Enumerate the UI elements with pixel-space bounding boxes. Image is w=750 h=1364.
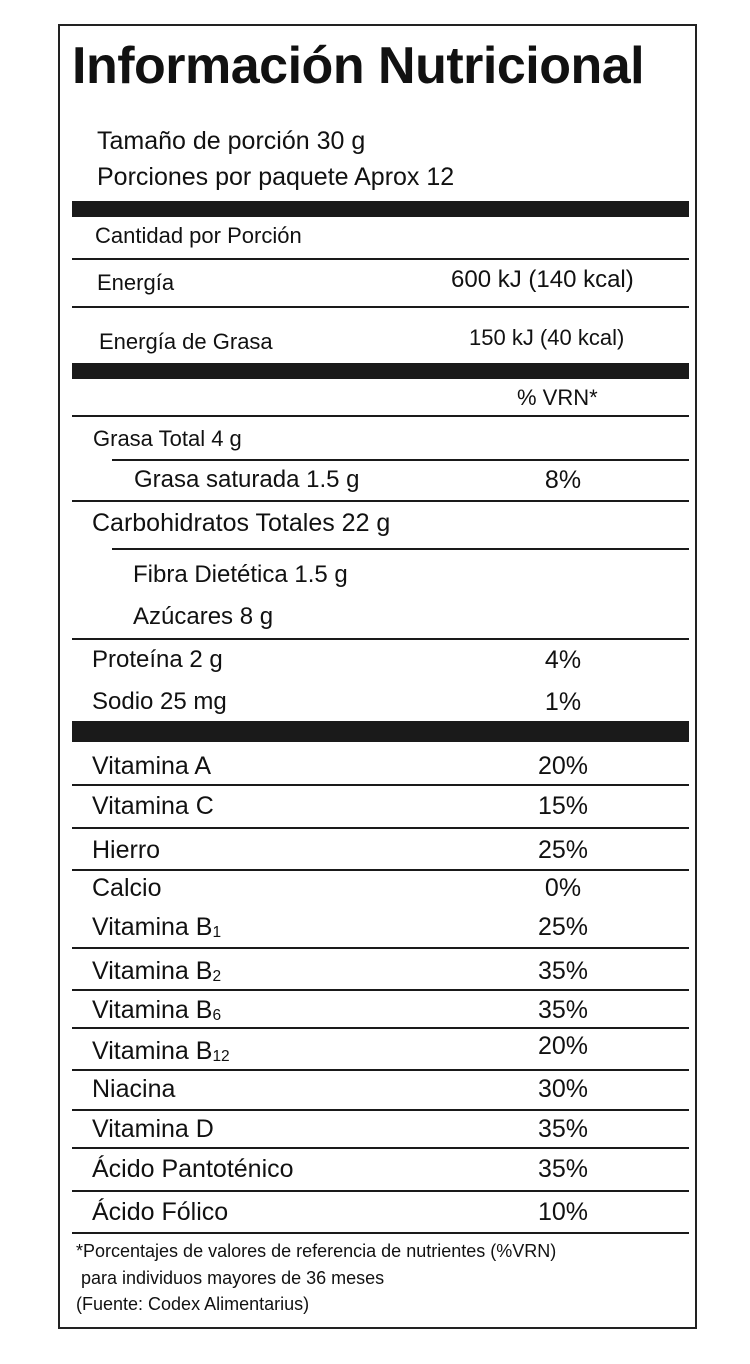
divider-thick (72, 201, 689, 217)
divider-indented (112, 548, 689, 550)
sodium-pct: 1% (544, 688, 582, 716)
vitamin-row-pct: 35% (537, 996, 589, 1024)
vitamin-row-pct: 25% (537, 836, 589, 864)
vitamin-row-pct: 10% (537, 1198, 589, 1226)
divider (72, 1069, 689, 1071)
divider (72, 1027, 689, 1029)
divider (72, 947, 689, 949)
vitamin-row-pct: 35% (537, 957, 589, 985)
protein-pct: 4% (544, 646, 582, 674)
divider (72, 869, 689, 871)
vitamin-row-label: Calcio (92, 874, 162, 902)
vitamin-row-label: Vitamina $B_{12}$ (92, 1037, 230, 1065)
energy-value: 600 kJ (140 kcal) (451, 266, 634, 293)
divider (72, 306, 689, 308)
divider (72, 784, 689, 786)
divider (72, 1109, 689, 1111)
divider-thick (72, 363, 689, 379)
divider (72, 1232, 689, 1234)
vitamin-row-label: Ácido Pantoténico (92, 1155, 294, 1183)
energy-label: Energía (97, 270, 175, 295)
vitamin-row-pct: 35% (537, 1115, 589, 1143)
divider (72, 415, 689, 417)
fiber-label: Fibra Dietética 1.5 g (133, 561, 348, 588)
vitamin-row-pct: 15% (537, 792, 589, 820)
divider (72, 258, 689, 260)
divider-thick (72, 721, 689, 742)
divider (72, 827, 689, 829)
vitamin-row-label: Vitamina $B_6$ (92, 996, 222, 1024)
vitamin-row-label: Vitamina $B_2$ (92, 957, 222, 985)
footnote-line: *Porcentajes de valores de referencia de nutrientes (%VRN) (76, 1241, 557, 1261)
vitamin-row-label: Vitamina C (92, 792, 214, 820)
vitamin-row-label: Vitamina D (92, 1115, 214, 1143)
vitamin-row-pct: 35% (537, 1155, 589, 1183)
footnote-line: para individuos mayores de 36 meses (76, 1268, 385, 1288)
divider (72, 638, 689, 640)
protein-label: Proteína 2 g (92, 646, 223, 673)
divider (72, 1147, 689, 1149)
vitamin-row-label: Hierro (92, 836, 161, 864)
divider-indented (112, 459, 689, 461)
vitamin-row-pct: 25% (537, 913, 589, 941)
label-title: Información Nutricional (72, 37, 645, 95)
fat-energy-label: Energía de Grasa (99, 329, 273, 354)
sugars-label: Azúcares 8 g (133, 603, 274, 630)
footnote-source: (Fuente: Codex Alimentarius) (76, 1294, 310, 1314)
vitamin-row-pct: 0% (544, 874, 582, 902)
vitamin-row-label: Vitamina $B_1$ (92, 913, 222, 941)
servings-per-package: Porciones por paquete Aprox 12 (97, 163, 455, 191)
amount-per-serving: Cantidad por Porción (95, 223, 302, 248)
vitamin-row-label: Niacina (92, 1075, 176, 1103)
divider (72, 500, 689, 502)
vitamin-row-pct: 20% (537, 752, 589, 780)
saturated-fat-pct: 8% (544, 466, 582, 494)
divider (72, 989, 689, 991)
serving-size: Tamaño de porción 30 g (97, 127, 366, 155)
vitamin-row-pct: 30% (537, 1075, 589, 1103)
divider (72, 1190, 689, 1192)
vitamin-row-label: Ácido Fólico (92, 1198, 229, 1226)
carbs-label: Carbohidratos Totales 22 g (92, 509, 391, 537)
vrn-header: % VRN* (517, 385, 598, 410)
vitamin-row-label: Vitamina A (92, 752, 212, 780)
vitamin-row-pct: 20% (537, 1032, 589, 1060)
total-fat-label: Grasa Total 4 g (93, 426, 242, 451)
sodium-label: Sodio 25 mg (92, 688, 227, 715)
fat-energy-value: 150 kJ (40 kcal) (469, 325, 625, 350)
saturated-fat-label: Grasa saturada 1.5 g (134, 466, 360, 493)
nutrition-facts-label (58, 24, 697, 1329)
